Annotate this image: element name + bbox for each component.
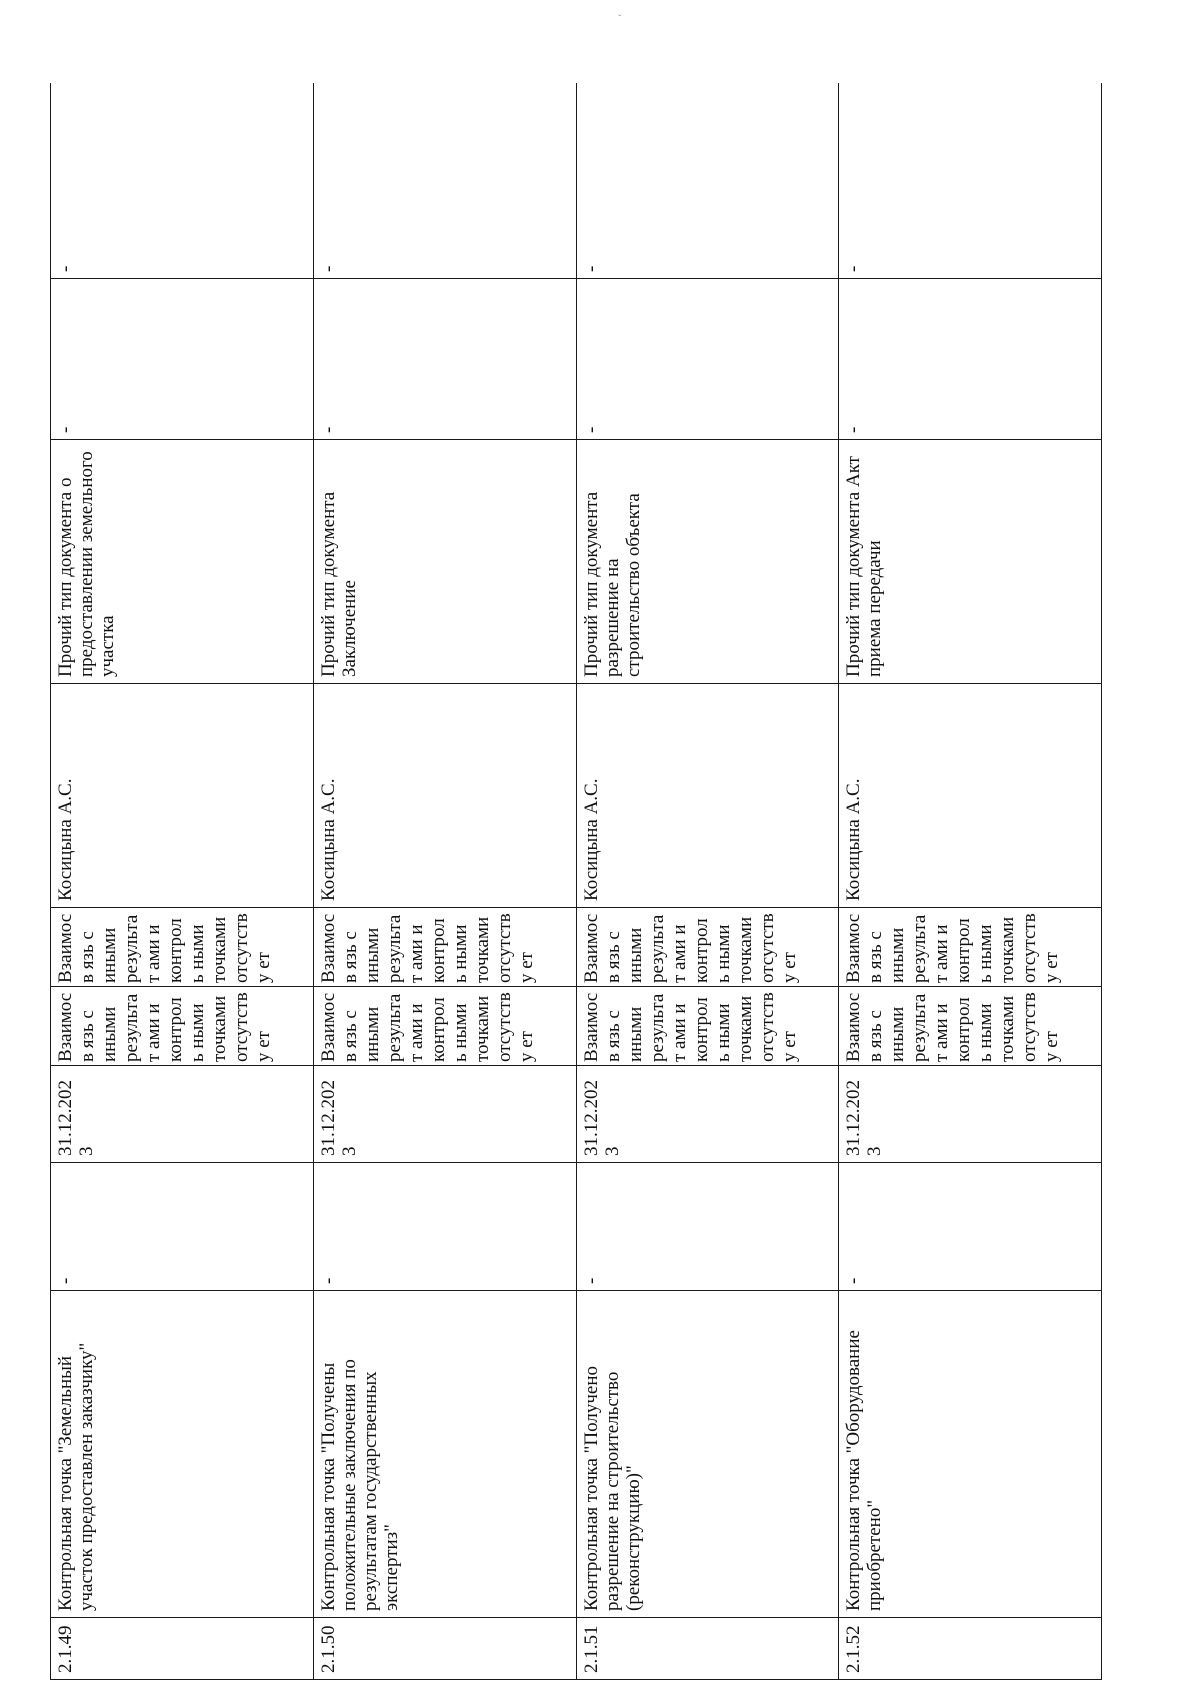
row-number: 2.1.50 — [313, 1618, 576, 1680]
document-type: Прочий тип документа Заключение — [313, 440, 576, 684]
responsible-person: Косицына А.С. — [51, 684, 314, 908]
successor-link: Взаимосв язь с иными результат ами и контроль ными точками отсутству ет — [313, 908, 576, 987]
predecessor-link: Взаимосв язь с иными результат ами и контроль ными точками отсутству ет — [839, 987, 1102, 1066]
table-row — [839, 83, 1102, 1680]
successor-link: Взаимосв язь с иными результат ами и контроль ными точками отсутству ет — [576, 908, 839, 987]
table-wrapper — [50, 83, 1102, 1680]
table-row — [576, 83, 839, 1680]
row-number: 2.1.51 — [576, 1618, 839, 1680]
column-9-value: - — [313, 83, 576, 279]
responsible-person: Косицына А.С. — [576, 684, 839, 908]
document-type: Прочий тип документа разрешение на строительство объекта — [576, 440, 839, 684]
end-date: 31.12.2023 — [51, 1066, 314, 1163]
event-name: Контрольная точка "Земельный участок предоставлен заказчику" — [51, 1291, 314, 1618]
column-9-value: - — [576, 83, 839, 279]
document-type: Прочий тип документа Акт приема передачи — [839, 440, 1102, 684]
end-date: 31.12.2023 — [839, 1066, 1102, 1163]
column-8-value: - — [576, 279, 839, 440]
table-row — [51, 83, 314, 1680]
event-name: Контрольная точка "Получены положительные заключения по результатам государственных экспертиз" — [313, 1291, 576, 1618]
end-date: 31.12.2023 — [313, 1066, 576, 1163]
event-name: Контрольная точка "Оборудование приобретено" — [839, 1291, 1102, 1618]
control-points-table — [50, 83, 1102, 1680]
column-9-value: - — [839, 83, 1102, 279]
row-number: 2.1.49 — [51, 1618, 314, 1680]
document-type: Прочий тип документа о предоставлении земельного участка — [51, 440, 314, 684]
responsible-person: Косицына А.С. — [839, 684, 1102, 908]
start-date: - — [313, 1163, 576, 1291]
event-name: Контрольная точка "Получено разрешение на строительство (реконструкцию)" — [576, 1291, 839, 1618]
start-date: - — [576, 1163, 839, 1291]
column-8-value: - — [839, 279, 1102, 440]
end-date: 31.12.2023 — [576, 1066, 839, 1163]
column-9-value: - — [51, 83, 314, 279]
predecessor-link: Взаимосв язь с иными результат ами и контроль ными точками отсутству ет — [576, 987, 839, 1066]
start-date: - — [839, 1163, 1102, 1291]
successor-link: Взаимосв язь с иными результат ами и контроль ными точками отсутству ет — [51, 908, 314, 987]
table-row — [313, 83, 576, 1680]
rotated-table-area — [50, 83, 1102, 1680]
start-date: - — [51, 1163, 314, 1291]
row-number: 2.1.52 — [839, 1618, 1102, 1680]
responsible-person: Косицына А.С. — [313, 684, 576, 908]
column-8-value: - — [51, 279, 314, 440]
predecessor-link: Взаимосв язь с иными результат ами и контроль ными точками отсутству ет — [51, 987, 314, 1066]
column-8-value: - — [313, 279, 576, 440]
scan-speck: ˇ — [618, 14, 622, 25]
successor-link: Взаимосв язь с иными результат ами и контроль ными точками отсутству ет — [839, 908, 1102, 987]
predecessor-link: Взаимосв язь с иными результат ами и контроль ными точками отсутству ет — [313, 987, 576, 1066]
